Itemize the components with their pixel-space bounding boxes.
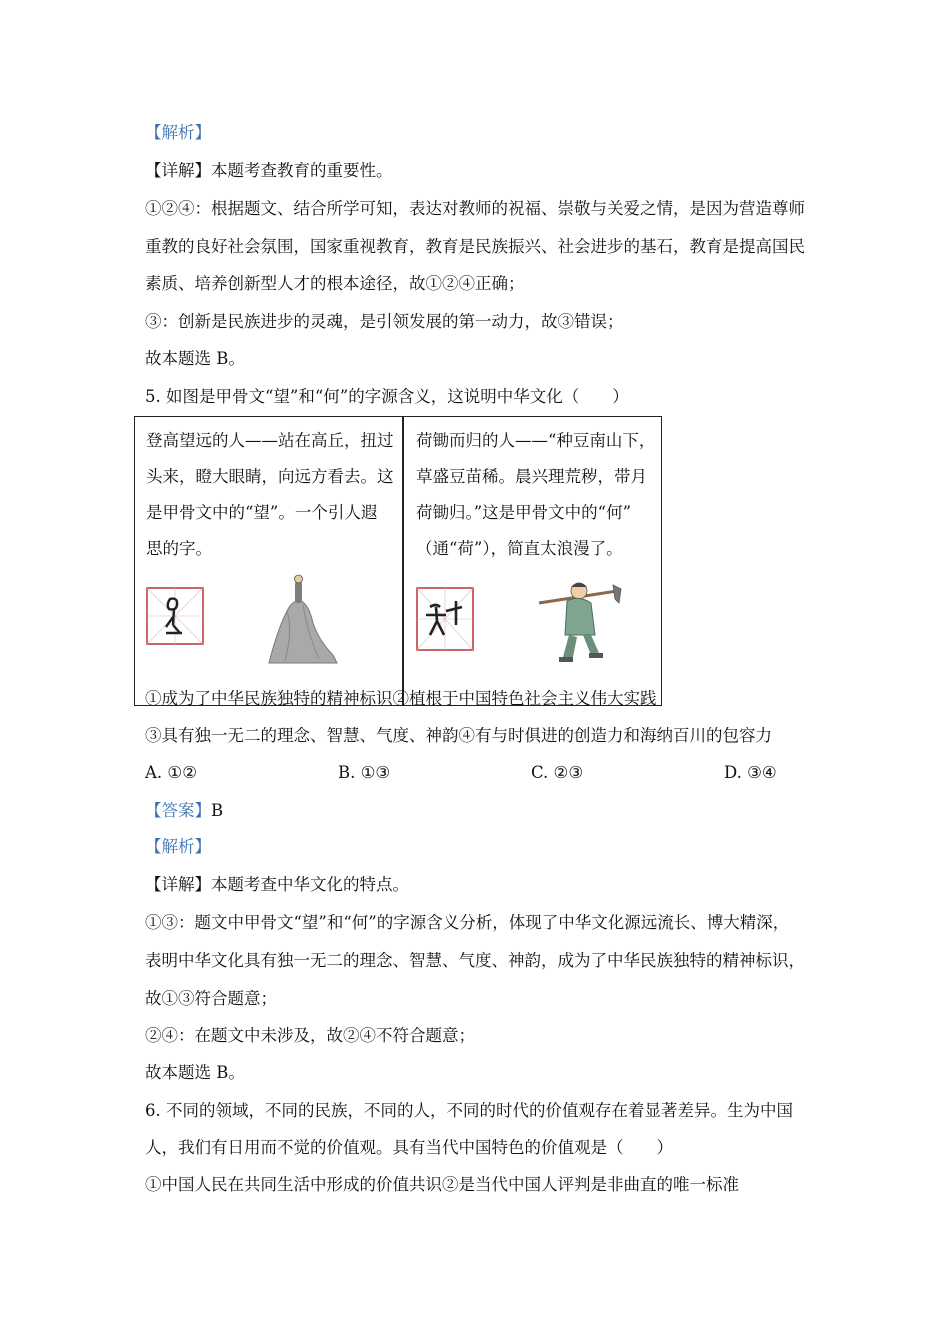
paragraph-line: ①③：题文中甲骨文“望”和“何”的字源含义分析，体现了中华文化源远流长、博大精深，: [145, 913, 790, 932]
option-d[interactable]: D. ③④: [724, 763, 777, 782]
analysis-label: 【解析】: [145, 837, 211, 856]
conclusion-line: 故本题选 B。: [145, 1063, 245, 1082]
option-b[interactable]: B. ①③: [338, 763, 391, 782]
cell-line: 登高望远的人——站在高丘，扭过: [146, 431, 394, 450]
cell-line: 头来，瞪大眼睛，向远方看去。这: [146, 467, 394, 486]
oracle-bone-table: [134, 416, 662, 706]
question-5-stem: 5. 如图是甲骨文“望”和“何”的字源含义，这说明中华文化（ ）: [145, 387, 629, 406]
cell-line: 荷锄而归的人——“种豆南山下，: [416, 431, 656, 450]
paragraph-line: ①②④：根据题文、结合所学可知，表达对教师的祝福、崇敬与关爱之情，是因为营造尊师: [145, 199, 805, 218]
paragraph-line: ②④：在题文中未涉及，故②④不符合题意；: [145, 1026, 475, 1045]
question-6-stem-line: 人，我们有日用而不觉的价值观。具有当代中国特色的价值观是（ ）: [145, 1138, 673, 1157]
oracle-wang-glyph-icon: [146, 587, 204, 645]
conclusion-line: 故本题选 B。: [145, 349, 245, 368]
question-6-statement-1: ①中国人民在共同生活中形成的价值共识②是当代中国人评判是非曲直的唯一标准: [145, 1175, 739, 1194]
cell-line: （通“荷”），简直太浪漫了。: [416, 539, 623, 558]
table-divider: [402, 417, 404, 705]
farmer-with-hoe-icon: [533, 577, 643, 667]
paragraph-line: 表明中华文化具有独一无二的理念、智慧、气度、神韵，成为了中华民族独特的精神标识，: [145, 951, 805, 970]
cell-line: 荷锄归。”这是甲骨文中的“何”: [416, 503, 632, 522]
analysis-label: 【解析】: [145, 123, 211, 142]
cell-line: 草盛豆苗稀。晨兴理荒秽，带月: [416, 467, 647, 486]
paragraph-line: 故①③符合题意；: [145, 989, 277, 1008]
paragraph-line: 素质、培养创新型人才的根本途径，故①②④正确；: [145, 274, 525, 293]
answer-value: B: [211, 801, 224, 820]
answer-line: [145, 800, 825, 822]
paragraph-line: 重教的良好社会氛围，国家重视教育，教育是民族振兴、社会进步的基石，教育是提高国民: [145, 237, 805, 256]
oracle-he-glyph-icon: [416, 587, 474, 651]
option-c[interactable]: C. ②③: [531, 763, 584, 782]
person-on-hill-icon: [263, 571, 343, 667]
question-5-statement-1: ①成为了中华民族独特的精神标识②植根于中国特色社会主义伟大实践: [145, 689, 657, 708]
question-6-stem-line: 6. 不同的领域，不同的民族，不同的人，不同的时代的价值观存在着显著差异。生为中国: [145, 1101, 793, 1120]
detail-heading: 【详解】本题考查教育的重要性。: [145, 161, 393, 180]
answer-label: 【答案】: [145, 801, 211, 820]
cell-line: 是甲骨文中的“望”。一个引人遐: [146, 503, 378, 522]
table-cell-he: [416, 423, 655, 567]
option-a[interactable]: A. ①②: [145, 763, 197, 782]
table-cell-wang: [146, 423, 394, 567]
cell-line: 思的字。: [146, 539, 212, 558]
paragraph-line: ③：创新是民族进步的灵魂，是引领发展的第一动力，故③错误；: [145, 312, 624, 331]
detail-heading: 【详解】本题考查中华文化的特点。: [145, 875, 409, 894]
question-5-statement-2: ③具有独一无二的理念、智慧、气度、神韵④有与时俱进的创造力和海纳百川的包容力: [145, 726, 772, 745]
